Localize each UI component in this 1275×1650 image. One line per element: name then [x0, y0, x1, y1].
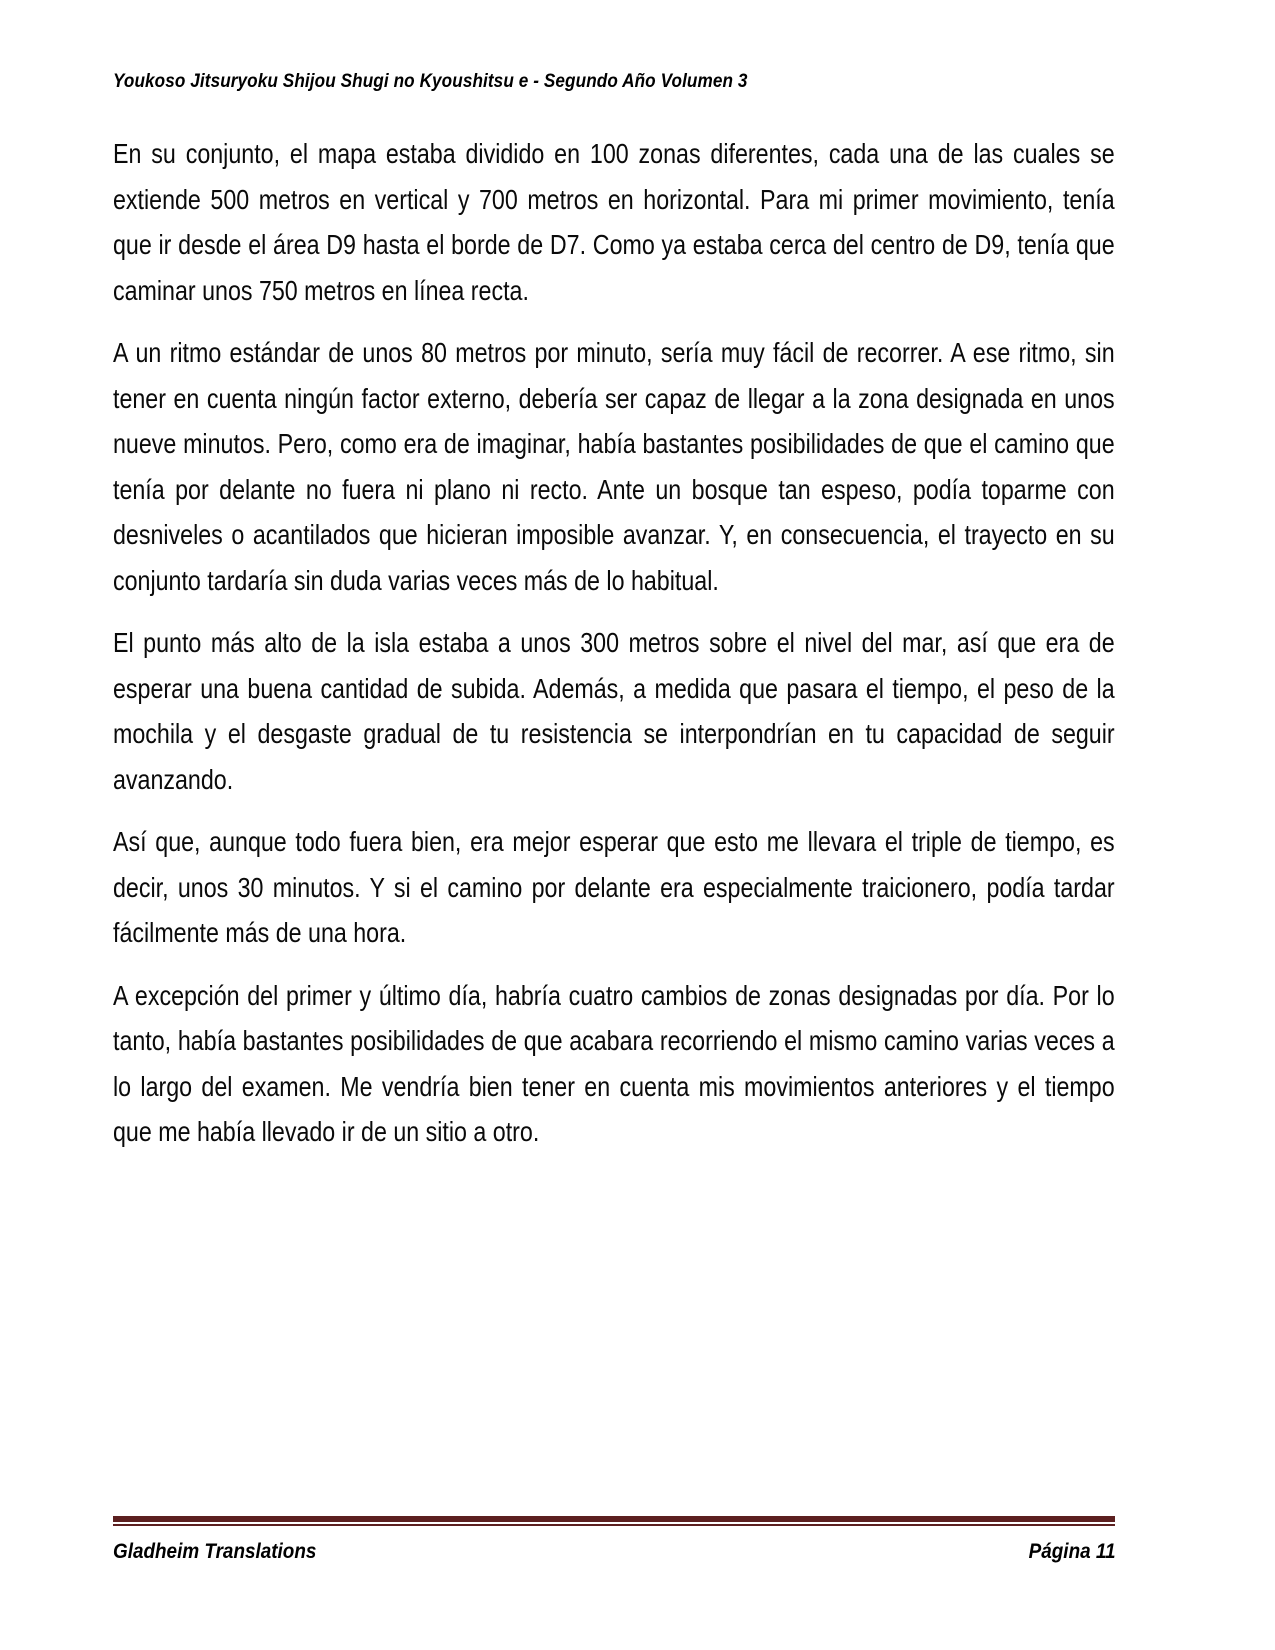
footer-credit: Gladheim Translations [113, 1540, 317, 1563]
body-paragraph: En su conjunto, el mapa estaba dividido en 100 zonas diferentes, cada una de las cuales se extiende 500 metros en vertical y 700 metros en horizontal. Para mi primer movimiento, tenía que ir desde el área D9 hasta el borde de D7. Como ya estaba cerca del centro de D9, tenía que caminar unos 750 metros en línea recta. [113, 138, 1115, 306]
body-paragraph: A un ritmo estándar de unos 80 metros por minuto, sería muy fácil de recorrer. A ese ritmo, sin tener en cuenta ningún factor externo, debería ser capaz de llegar a la zona designada en unos nueve minutos. Pero, como era de imaginar, había bastantes posibilidades de que el camino que tenía por delante no fuera ni plano ni recto. Ante un bosque tan espeso, podía toparme con desniveles o acantilados que hicieran imposible avanzar. Y, en consecuencia, el trayecto en su conjunto tardaría sin duda varias veces más de lo habitual. [113, 337, 1115, 596]
footer-page-number: Página 11 [1028, 1540, 1115, 1563]
footer-row [113, 1540, 1115, 1564]
footer-rule-thin [113, 1524, 1115, 1526]
body-paragraph: Así que, aunque todo fuera bien, era mejor esperar que esto me llevara el triple de tiempo, es decir, unos 30 minutos. Y si el camino por delante era especialmente traicionero, podía tardar fácilmente más de una hora. [113, 826, 1115, 948]
page-footer [113, 1516, 1115, 1564]
body-paragraph: El punto más alto de la isla estaba a unos 300 metros sobre el nivel del mar, así que era de esperar una buena cantidad de subida. Además, a medida que pasara el tiempo, el peso de la mochila y el desgaste gradual de tu resistencia se interpondrían en tu capacidad de seguir avanzando. [113, 627, 1115, 795]
body-paragraph: A excepción del primer y último día, habría cuatro cambios de zonas designadas por día. Por lo tanto, había bastantes posibilidades de que acabara recorriendo el mismo camino varias veces a lo largo del examen. Me vendría bien tener en cuenta mis movimientos anteriores y el tiempo que me había llevado ir de un sitio a otro. [113, 979, 1115, 1147]
header-title: Youkoso Jitsuryoku Shijou Shugi no Kyoushitsu e - Segundo Año Volumen 3 [113, 70, 748, 92]
document-body [113, 131, 1115, 1155]
page-header [113, 70, 1118, 93]
